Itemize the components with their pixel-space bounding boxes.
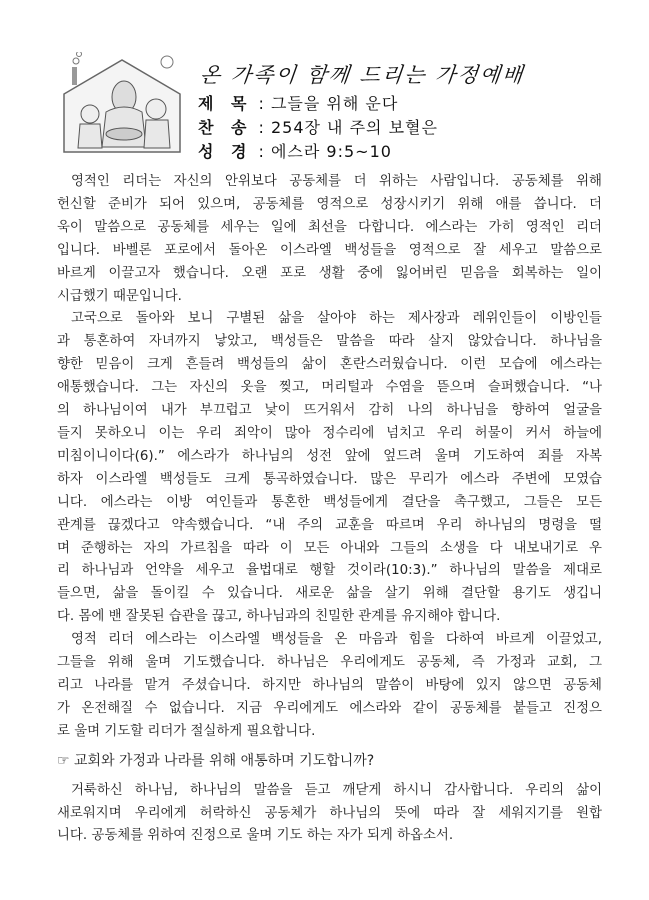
text-line: 가 온전해질 수 없습니다. 지금 우리에게도 에스라와 같이 공동체를 붙들고 진정으 (57, 700, 602, 716)
text-line: 욱이 말씀으로 공동체를 세우는 일에 최선을 다합니다. 에스라는 가히 영적인 리더 (57, 219, 602, 235)
question-text: 교회와 가정과 나라를 위해 애통하며 기도합니까? (74, 752, 375, 769)
family-illustration (62, 52, 184, 156)
meta-label: 성 경 (198, 142, 253, 161)
text-line: 그들을 위해 울며 기도했습니다. 하나님은 우리에게도 공동체, 즉 가정과 교회, 그 (57, 655, 602, 671)
text-line: 거룩하신 하나님, 하나님의 말씀을 듣고 깨닫게 하시니 감사합니다. 우리의 삶이 (71, 782, 602, 798)
text-line: 미침이니이다(6).” 에스라가 하나님의 성전 앞에 엎드려 울며 기도하여 죄를 자복 (57, 448, 602, 464)
text-line: 들지 못하오니 이는 우리 죄악이 많아 정수리에 넘치고 우리 허물이 커서 하늘에 (57, 425, 602, 441)
house-family-icon (62, 52, 184, 156)
text-line: 바르게 이끌고자 했습니다. 오랜 포로 생활 중에 잃어버린 믿음을 회복하는 일이 (57, 265, 602, 281)
text-line: 애통했습니다. 그는 자신의 옷을 찢고, 머리털과 수염을 뜯으며 슬퍼했습니다. “나 (57, 380, 602, 396)
text-line: 의 하나님이여 내가 부끄럽고 낯이 뜨거워서 감히 나의 하나님을 향하여 얼굴을 (57, 403, 602, 419)
text-line: 하자 이스라엘 백성들도 크게 통곡하였습니다. 많은 무리가 에스라 주변에 모였습 (57, 471, 602, 487)
meta-subject (198, 93, 398, 114)
text-line: 새로워지며 우리에게 허락하신 공동체가 하나님의 뜻에 따라 잘 세워지기를 원합 (57, 805, 602, 821)
text-line: 니다. 에스라는 이방 여인들과 통혼한 백성들에게 결단을 촉구했고, 그들은 모든 (57, 494, 602, 510)
text-line: 다. 몸에 밴 잘못된 습관을 끊고, 하나님과의 친밀한 관계를 유지해야 합니다. (57, 609, 501, 625)
text-line: 관계를 끊겠다고 약속했습니다. “내 주의 교훈을 따르며 우리 하나님의 명령을 떨 (57, 517, 602, 533)
text-line: 며 준행하는 자의 가르침을 따라 이 모든 아내와 그들의 소생을 다 내보내기로 우 (57, 540, 602, 556)
text-line: 니다. 공동체를 위하여 진정으로 울며 기도 하는 자가 되게 하옵소서. (57, 828, 454, 844)
sermon-body (57, 171, 602, 848)
text-line: 영적인 리더는 자신의 안위보다 공동체를 더 위하는 사람입니다. 공동체를 위해 (71, 174, 602, 189)
meta-label: 제 목 (198, 94, 253, 113)
text-line: 향한 믿음이 크게 흔들려 백성들의 삶이 혼란스러웠습니다. 이런 모습에 에스라는 (57, 357, 602, 373)
text-line: 로 울며 기도할 리더가 절실하게 필요합니다. (57, 723, 316, 739)
meta-scripture (198, 141, 392, 162)
paragraph (57, 171, 602, 308)
text-line: 입니다. 바벨론 포로에서 돌아온 이스라엘 백성들을 영적으로 잘 세우고 말씀으로 (57, 242, 602, 258)
meta-hymn (198, 117, 438, 138)
text-line: 시급했기 때문입니다. (57, 288, 182, 304)
meta-value: : 254장 내 주의 보혈은 (258, 118, 438, 137)
prayer (57, 780, 602, 849)
page-title: 온 가족이 함께 드리는 가정예배 (198, 63, 526, 87)
text-line: 고국으로 돌아와 보니 구별된 삶을 살아야 하는 제사장과 레위인들이 이방인들 (71, 311, 602, 327)
text-line: 들으면, 삶을 돌이킬 수 있습니다. 새로운 삶을 살기 위해 결단할 용기도 생깁니 (57, 586, 602, 602)
text-line: 영적 리더 에스라는 이스라엘 백성들을 온 마음과 힘을 다하여 바르게 이끌었고, (71, 632, 602, 648)
text-line: 과 통혼하여 자녀까지 낳았고, 백성들은 말씀을 따라 살지 않았습니다. 하나님을 (57, 334, 602, 350)
paragraph (57, 629, 602, 744)
paragraph (57, 308, 602, 629)
text-line: 리 하나님과 언약을 세우고 율법대로 행할 것이라(10:3).” 하나님의 말씀을 제대로 (57, 563, 602, 579)
meta-label: 찬 송 (198, 118, 253, 137)
pointing-hand-icon: ☞ (57, 752, 70, 769)
text-line: 헌신할 준비가 되어 있으며, 공동체를 영적으로 성장시키기 위해 애를 씁니다. 더 (57, 196, 602, 212)
text-line: 리고 나라를 맡겨 주셨습니다. 하지만 하나님의 말씀이 바탕에 있지 않으면 공동체 (57, 677, 602, 693)
reflection-question (57, 746, 602, 776)
meta-value: : 그들을 위해 운다 (258, 94, 399, 113)
meta-value: : 에스라 9:5~10 (258, 142, 392, 161)
